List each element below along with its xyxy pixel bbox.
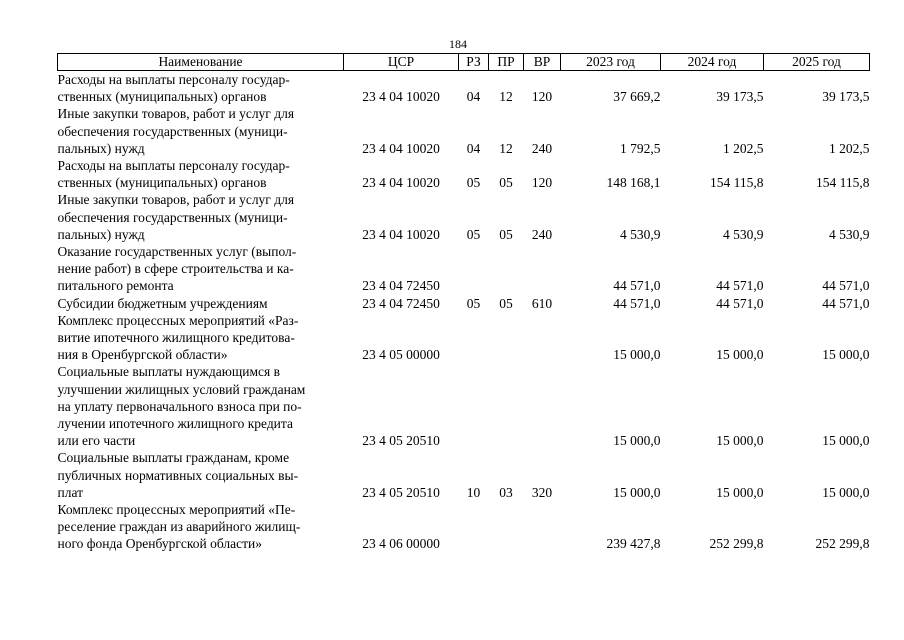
row-name <box>58 105 344 157</box>
row-2023: 15 000,0 <box>613 433 661 449</box>
row-vr <box>524 312 561 364</box>
header-2025: 2025 год <box>764 54 870 71</box>
table-row <box>58 105 870 157</box>
row-vr: 320 <box>531 484 553 500</box>
row-2024: 44 571,0 <box>716 295 764 311</box>
table-row <box>58 243 870 295</box>
row-2025: 4 530,9 <box>829 226 870 242</box>
row-name-line: ния в Оренбургской области» <box>57 347 228 363</box>
row-vr: 120 <box>531 89 553 105</box>
row-2025: 154 115,8 <box>816 175 870 191</box>
row-name-line: реселение граждан из аварийного жилищ- <box>57 519 301 535</box>
row-rz: 04 <box>466 89 481 105</box>
row-2025: 252 299,8 <box>815 536 870 552</box>
header-2023: 2023 год <box>561 54 661 71</box>
row-2024: 15 000,0 <box>716 484 764 500</box>
row-name-line: обеспечения государственных (муници- <box>57 209 288 225</box>
table-row <box>58 312 870 364</box>
row-2025: 15 000,0 <box>822 433 870 449</box>
row-name-line: Расходы на выплаты персоналу государ- <box>57 158 290 174</box>
row-name-line: пальных) нужд <box>57 140 145 156</box>
row-2023: 37 669,2 <box>613 89 661 105</box>
row-csr: 23 4 04 10020 <box>362 226 440 242</box>
row-pr <box>489 312 524 364</box>
row-name-line: Иные закупки товаров, работ и услуг для <box>57 192 295 208</box>
row-2024: 39 173,5 <box>716 89 764 105</box>
row-2023: 15 000,0 <box>613 347 661 363</box>
header-2024: 2024 год <box>661 54 764 71</box>
row-2024: 252 299,8 <box>709 536 764 552</box>
header-pr: ПР <box>489 54 524 71</box>
row-2023: 44 571,0 <box>613 278 661 294</box>
row-2025: 15 000,0 <box>822 347 870 363</box>
row-csr: 23 4 06 00000 <box>362 536 440 552</box>
row-name <box>58 191 344 243</box>
table-row <box>58 295 870 312</box>
row-csr: 23 4 04 10020 <box>362 140 440 156</box>
row-vr <box>524 501 561 553</box>
row-pr: 03 <box>499 484 513 500</box>
row-2023: 239 427,8 <box>606 536 661 552</box>
row-2024: 15 000,0 <box>716 347 764 363</box>
row-name-line: обеспечения государственных (муници- <box>57 123 288 139</box>
row-csr: 23 4 04 10020 <box>362 175 440 191</box>
row-rz: 10 <box>466 484 481 500</box>
row-2023: 148 168,1 <box>606 175 661 191</box>
row-2023: 4 530,9 <box>620 226 661 242</box>
row-name <box>58 501 344 553</box>
row-pr: 12 <box>499 89 513 105</box>
header-vr: ВР <box>524 54 561 71</box>
row-name-line: Иные закупки товаров, работ и услуг для <box>57 106 295 122</box>
row-rz <box>459 501 489 553</box>
row-vr <box>524 363 561 449</box>
row-rz <box>459 363 489 449</box>
row-name-line: нение работ) в сфере строительства и ка- <box>57 261 294 277</box>
row-csr: 23 4 04 72450 <box>362 278 440 294</box>
row-name-line: пальных) нужд <box>57 226 145 242</box>
row-name-line: Комплекс процессных мероприятий «Пе- <box>57 502 296 518</box>
row-vr: 610 <box>531 295 553 311</box>
row-rz <box>459 312 489 364</box>
row-2023: 1 792,5 <box>620 140 661 156</box>
row-csr: 23 4 05 00000 <box>362 347 440 363</box>
row-name <box>58 157 344 191</box>
table-row <box>58 363 870 449</box>
row-2023: 44 571,0 <box>613 295 661 311</box>
row-name <box>58 449 344 501</box>
row-vr <box>524 243 561 295</box>
page-number: 184 <box>449 37 467 51</box>
table-row <box>58 449 870 501</box>
row-name-line: улучшении жилищных условий гражданам <box>57 381 306 397</box>
row-name-line: или его части <box>57 433 136 449</box>
row-name-line: Оказание государственных услуг (выпол- <box>57 244 297 260</box>
row-name-line: ственных (муниципальных) органов <box>57 175 267 191</box>
row-name <box>58 363 344 449</box>
row-2024: 154 115,8 <box>710 175 764 191</box>
row-2025: 1 202,5 <box>829 140 870 156</box>
row-2024: 15 000,0 <box>716 433 764 449</box>
budget-table <box>57 53 870 553</box>
row-pr <box>489 501 524 553</box>
table-row <box>58 501 870 553</box>
row-csr: 23 4 05 20510 <box>362 433 440 449</box>
row-name-line: питального ремонта <box>57 278 174 294</box>
row-2024: 4 530,9 <box>723 226 764 242</box>
row-2025: 44 571,0 <box>822 295 870 311</box>
row-pr: 12 <box>499 140 513 156</box>
row-pr: 05 <box>499 295 513 311</box>
header-csr: ЦСР <box>344 54 459 71</box>
row-name-line: публичных нормативных социальных вы- <box>57 467 299 483</box>
row-pr: 05 <box>499 226 513 242</box>
row-name-line: на уплату первоначального взноса при по- <box>57 398 302 414</box>
row-csr: 23 4 04 72450 <box>362 295 440 311</box>
row-vr: 240 <box>531 226 553 242</box>
row-2023: 15 000,0 <box>613 484 661 500</box>
row-name-line: Социальные выплаты нуждающимся в <box>57 364 280 380</box>
row-vr: 120 <box>531 175 553 191</box>
row-2025: 15 000,0 <box>822 484 870 500</box>
row-name-line: ственных (муниципальных) органов <box>57 89 267 105</box>
row-name <box>58 243 344 295</box>
row-rz: 05 <box>466 175 481 191</box>
row-2025: 44 571,0 <box>822 278 870 294</box>
row-name-line: Социальные выплаты гражданам, кроме <box>57 450 290 466</box>
row-name-line: Комплекс процессных мероприятий «Раз- <box>57 312 299 328</box>
table-row <box>58 157 870 191</box>
row-name-line: Субсидии бюджетным учреждениям <box>57 295 268 311</box>
row-name-line: Расходы на выплаты персоналу государ- <box>57 72 290 87</box>
table-header-row <box>58 54 870 71</box>
row-name-line: витие ипотечного жилищного кредитова- <box>57 330 295 346</box>
row-name-line: ного фонда Оренбургской области» <box>57 536 262 552</box>
header-name: Наименование <box>58 54 344 71</box>
row-rz: 04 <box>466 140 481 156</box>
row-name-line: плат <box>57 484 84 500</box>
row-name <box>58 312 344 364</box>
row-csr: 23 4 05 20510 <box>362 484 440 500</box>
header-rz: РЗ <box>459 54 489 71</box>
row-pr <box>489 243 524 295</box>
row-name-line: лучении ипотечного жилищного кредита <box>57 416 293 432</box>
row-rz <box>459 243 489 295</box>
row-csr: 23 4 04 10020 <box>362 89 440 105</box>
row-2025: 39 173,5 <box>822 89 870 105</box>
table-body <box>58 71 870 553</box>
row-name <box>58 71 344 106</box>
table-row <box>58 71 870 106</box>
row-2024: 44 571,0 <box>716 278 764 294</box>
row-2024: 1 202,5 <box>723 140 764 156</box>
row-rz: 05 <box>466 226 481 242</box>
table-row <box>58 191 870 243</box>
row-vr: 240 <box>531 140 553 156</box>
row-pr <box>489 363 524 449</box>
row-pr: 05 <box>499 175 513 191</box>
row-rz: 05 <box>466 295 481 311</box>
row-name <box>58 295 344 312</box>
